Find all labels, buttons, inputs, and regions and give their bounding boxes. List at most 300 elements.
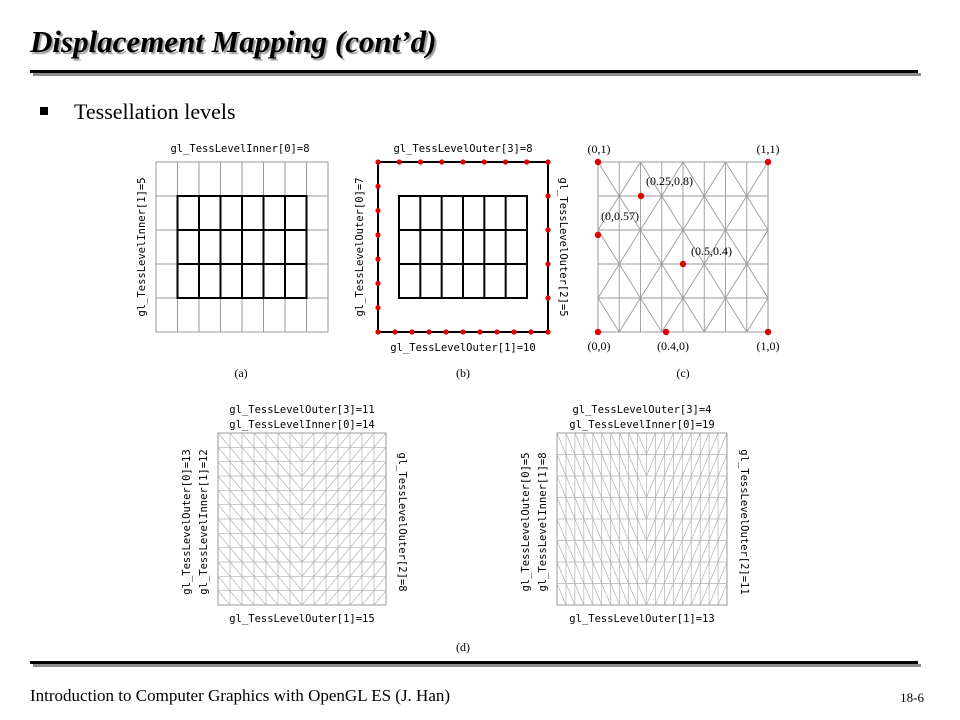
figure-d-right-mesh bbox=[557, 433, 727, 605]
mesh-line bbox=[691, 433, 700, 455]
mesh-line bbox=[350, 476, 362, 490]
mesh-line bbox=[646, 562, 655, 584]
mesh-line bbox=[664, 498, 673, 520]
mesh-line bbox=[629, 562, 638, 584]
mesh-line bbox=[747, 298, 768, 332]
figure-d-right-label-left2: gl_TessLevelInner[1]=8 bbox=[537, 452, 549, 592]
mesh-line bbox=[254, 591, 266, 605]
mesh-line bbox=[593, 433, 602, 455]
mesh-line bbox=[638, 433, 647, 455]
mesh-line bbox=[266, 519, 278, 533]
mesh-line bbox=[646, 584, 655, 606]
mesh-line bbox=[338, 447, 350, 461]
mesh-line bbox=[566, 584, 575, 606]
outer-vertex-dot bbox=[524, 159, 529, 164]
mesh-line bbox=[314, 433, 326, 447]
mesh-line bbox=[683, 264, 704, 298]
point-0-057 bbox=[595, 232, 601, 238]
figure-d-left-mesh bbox=[218, 433, 386, 605]
mesh-line bbox=[619, 162, 640, 196]
mesh-line bbox=[566, 476, 575, 498]
mesh-line bbox=[683, 298, 704, 332]
outer-vertex-dot bbox=[397, 159, 402, 164]
mesh-line bbox=[290, 490, 302, 504]
mesh-line bbox=[602, 562, 611, 584]
figure-a-grid bbox=[156, 162, 328, 332]
mesh-line bbox=[747, 264, 768, 298]
mesh-line bbox=[278, 447, 290, 461]
point-label-0-1: (0,1) bbox=[587, 142, 611, 156]
mesh-line bbox=[700, 498, 709, 520]
outer-vertex-dot bbox=[375, 159, 380, 164]
mesh-line bbox=[266, 562, 278, 576]
outer-vertex-dot bbox=[426, 329, 431, 334]
outer-vertex-dot bbox=[545, 295, 550, 300]
mesh-line bbox=[662, 230, 683, 264]
mesh-line bbox=[655, 476, 664, 498]
mesh-line bbox=[709, 541, 718, 563]
mesh-line bbox=[584, 541, 593, 563]
mesh-line bbox=[593, 455, 602, 477]
mesh-line bbox=[302, 576, 314, 590]
mesh-line bbox=[302, 490, 314, 504]
mesh-line bbox=[673, 519, 682, 541]
mesh-line bbox=[641, 298, 662, 332]
mesh-line bbox=[593, 562, 602, 584]
figure-b-label-top: gl_TessLevelOuter[3]=8 bbox=[393, 143, 533, 155]
figure-d-caption: (d) bbox=[456, 640, 470, 654]
mesh-line bbox=[602, 433, 611, 455]
mesh-line bbox=[218, 591, 230, 605]
figure-d-left-label-top1: gl_TessLevelOuter[3]=11 bbox=[229, 404, 375, 416]
mesh-line bbox=[254, 548, 266, 562]
mesh-line bbox=[230, 490, 242, 504]
mesh-line bbox=[242, 519, 254, 533]
mesh-line bbox=[682, 519, 691, 541]
mesh-line bbox=[709, 562, 718, 584]
mesh-line bbox=[374, 562, 386, 576]
mesh-line bbox=[290, 548, 302, 562]
mesh-line bbox=[619, 230, 640, 264]
mesh-line bbox=[338, 591, 350, 605]
figure-b bbox=[354, 143, 569, 380]
point-label-04-0: (0.4,0) bbox=[657, 339, 689, 353]
mesh-line bbox=[662, 196, 683, 230]
mesh-line bbox=[664, 584, 673, 606]
figure-d-left-label-right: gl_TessLevelOuter[2]=8 bbox=[396, 452, 408, 592]
mesh-line bbox=[326, 462, 338, 476]
mesh-line bbox=[629, 519, 638, 541]
mesh-line bbox=[566, 455, 575, 477]
mesh-line bbox=[641, 264, 662, 298]
mesh-line bbox=[230, 476, 242, 490]
mesh-line bbox=[629, 541, 638, 563]
mesh-line bbox=[664, 455, 673, 477]
figure-b-label-right: gl_TessLevelOuter[2]=5 bbox=[557, 177, 569, 317]
slide-title: Displacement Mapping (cont’d) bbox=[30, 24, 437, 59]
mesh-line bbox=[575, 498, 584, 520]
mesh-line bbox=[646, 476, 655, 498]
mesh-line bbox=[290, 591, 302, 605]
figure-b-grid bbox=[378, 162, 548, 332]
mesh-line bbox=[314, 519, 326, 533]
mesh-line bbox=[362, 490, 374, 504]
mesh-line bbox=[602, 498, 611, 520]
mesh-line bbox=[362, 533, 374, 547]
mesh-line bbox=[290, 476, 302, 490]
mesh-line bbox=[218, 562, 230, 576]
point-label-1-1: (1,1) bbox=[756, 142, 780, 156]
mesh-line bbox=[557, 455, 566, 477]
mesh-line bbox=[350, 533, 362, 547]
outer-vertex-dot bbox=[482, 159, 487, 164]
mesh-line bbox=[700, 433, 709, 455]
mesh-line bbox=[664, 541, 673, 563]
mesh-line bbox=[314, 476, 326, 490]
mesh-line bbox=[575, 541, 584, 563]
outer-vertex-dot bbox=[545, 261, 550, 266]
figure-a bbox=[136, 143, 328, 380]
mesh-line bbox=[230, 505, 242, 519]
mesh-line bbox=[230, 519, 242, 533]
mesh-line bbox=[350, 433, 362, 447]
mesh-line bbox=[266, 433, 278, 447]
mesh-line bbox=[374, 476, 386, 490]
mesh-line bbox=[314, 576, 326, 590]
mesh-line bbox=[598, 264, 619, 298]
mesh-line bbox=[682, 584, 691, 606]
point-1-0 bbox=[765, 329, 771, 335]
mesh-line bbox=[655, 584, 664, 606]
mesh-line bbox=[326, 533, 338, 547]
mesh-line bbox=[704, 196, 725, 230]
mesh-line bbox=[374, 433, 386, 447]
mesh-line bbox=[584, 455, 593, 477]
mesh-line bbox=[350, 519, 362, 533]
mesh-line bbox=[218, 433, 230, 447]
mesh-line bbox=[266, 462, 278, 476]
mesh-line bbox=[718, 476, 727, 498]
mesh-line bbox=[350, 447, 362, 461]
mesh-line bbox=[584, 433, 593, 455]
mesh-line bbox=[664, 562, 673, 584]
mesh-line bbox=[575, 433, 584, 455]
mesh-line bbox=[629, 498, 638, 520]
mesh-line bbox=[566, 562, 575, 584]
mesh-line bbox=[374, 505, 386, 519]
mesh-line bbox=[673, 498, 682, 520]
mesh-line bbox=[242, 476, 254, 490]
mesh-line bbox=[584, 498, 593, 520]
mesh-line bbox=[230, 591, 242, 605]
mesh-line bbox=[700, 562, 709, 584]
mesh-line bbox=[290, 533, 302, 547]
mesh-line bbox=[566, 498, 575, 520]
mesh-line bbox=[314, 462, 326, 476]
mesh-line bbox=[611, 455, 620, 477]
mesh-line bbox=[326, 562, 338, 576]
outer-vertex-dot bbox=[375, 281, 380, 286]
mesh-line bbox=[619, 298, 640, 332]
mesh-line bbox=[350, 562, 362, 576]
mesh-line bbox=[278, 490, 290, 504]
outer-vertex-dot bbox=[375, 208, 380, 213]
mesh-line bbox=[611, 498, 620, 520]
mesh-line bbox=[302, 562, 314, 576]
mesh-line bbox=[242, 576, 254, 590]
mesh-line bbox=[718, 541, 727, 563]
mesh-line bbox=[662, 298, 683, 332]
figure-d-right-label-left1: gl_TessLevelOuter[0]=5 bbox=[520, 452, 532, 592]
mesh-line bbox=[338, 562, 350, 576]
mesh-line bbox=[709, 519, 718, 541]
mesh-line bbox=[691, 584, 700, 606]
mesh-line bbox=[302, 548, 314, 562]
mesh-line bbox=[718, 584, 727, 606]
mesh-line bbox=[709, 433, 718, 455]
mesh-line bbox=[602, 541, 611, 563]
mesh-line bbox=[646, 519, 655, 541]
figure-d-left-label-bottom: gl_TessLevelOuter[1]=15 bbox=[229, 613, 375, 625]
mesh-line bbox=[718, 519, 727, 541]
figure-d-left-label-top2: gl_TessLevelInner[0]=14 bbox=[229, 419, 375, 431]
mesh-line bbox=[691, 541, 700, 563]
mesh-line bbox=[584, 562, 593, 584]
mesh-line bbox=[700, 455, 709, 477]
outer-vertex-dot bbox=[375, 257, 380, 262]
mesh-line bbox=[602, 476, 611, 498]
mesh-line bbox=[290, 462, 302, 476]
mesh-line bbox=[374, 591, 386, 605]
mesh-line bbox=[302, 447, 314, 461]
mesh-line bbox=[638, 562, 647, 584]
mesh-line bbox=[254, 447, 266, 461]
figure-a-label-top: gl_TessLevelInner[0]=8 bbox=[170, 143, 310, 155]
mesh-line bbox=[350, 576, 362, 590]
mesh-line bbox=[290, 576, 302, 590]
mesh-line bbox=[718, 455, 727, 477]
outer-vertex-dot bbox=[392, 329, 397, 334]
mesh-line bbox=[747, 230, 768, 264]
mesh-line bbox=[266, 447, 278, 461]
figure-a-label-left: gl_TessLevelInner[1]=5 bbox=[136, 177, 148, 317]
mesh-line bbox=[302, 476, 314, 490]
mesh-line bbox=[700, 584, 709, 606]
mesh-line bbox=[218, 519, 230, 533]
mesh-line bbox=[611, 519, 620, 541]
footer-text: Introduction to Computer Graphics with OpenGL ES (J. Han) bbox=[30, 686, 451, 705]
mesh-line bbox=[290, 562, 302, 576]
mesh-line bbox=[242, 447, 254, 461]
mesh-line bbox=[230, 462, 242, 476]
mesh-line bbox=[326, 548, 338, 562]
mesh-line bbox=[638, 476, 647, 498]
point-label-025-08: (0.25,0.8) bbox=[646, 174, 693, 188]
point-04-0 bbox=[663, 329, 669, 335]
mesh-line bbox=[314, 447, 326, 461]
mesh-line bbox=[557, 541, 566, 563]
mesh-line bbox=[620, 519, 629, 541]
mesh-line bbox=[655, 541, 664, 563]
mesh-line bbox=[302, 462, 314, 476]
mesh-line bbox=[664, 433, 673, 455]
mesh-line bbox=[602, 519, 611, 541]
mesh-line bbox=[620, 455, 629, 477]
mesh-line bbox=[611, 433, 620, 455]
mesh-line bbox=[638, 584, 647, 606]
mesh-line bbox=[747, 162, 768, 196]
mesh-line bbox=[602, 584, 611, 606]
bullet-text: Tessellation levels bbox=[74, 99, 236, 124]
mesh-line bbox=[557, 476, 566, 498]
mesh-line bbox=[691, 476, 700, 498]
mesh-line bbox=[278, 576, 290, 590]
mesh-line bbox=[691, 455, 700, 477]
mesh-line bbox=[718, 433, 727, 455]
mesh-line bbox=[655, 455, 664, 477]
mesh-line bbox=[278, 591, 290, 605]
mesh-line bbox=[691, 498, 700, 520]
mesh-line bbox=[620, 433, 629, 455]
figure-d-right-label-right: gl_TessLevelOuter[2]=11 bbox=[738, 449, 750, 595]
mesh-line bbox=[278, 548, 290, 562]
mesh-line bbox=[278, 505, 290, 519]
mesh-line bbox=[230, 576, 242, 590]
mesh-line bbox=[374, 462, 386, 476]
mesh-line bbox=[338, 433, 350, 447]
mesh-line bbox=[620, 498, 629, 520]
mesh-line bbox=[338, 490, 350, 504]
mesh-line bbox=[682, 541, 691, 563]
mesh-line bbox=[638, 498, 647, 520]
mesh-line bbox=[278, 562, 290, 576]
mesh-line bbox=[629, 476, 638, 498]
mesh-line bbox=[278, 476, 290, 490]
mesh-line bbox=[575, 562, 584, 584]
outer-vertex-dot bbox=[494, 329, 499, 334]
mesh-line bbox=[655, 562, 664, 584]
mesh-line bbox=[584, 476, 593, 498]
mesh-line bbox=[374, 447, 386, 461]
outer-vertex-dot bbox=[503, 159, 508, 164]
mesh-line bbox=[557, 584, 566, 606]
mesh-line bbox=[362, 519, 374, 533]
mesh-line bbox=[326, 447, 338, 461]
mesh-line bbox=[700, 519, 709, 541]
mesh-line bbox=[682, 455, 691, 477]
mesh-line bbox=[254, 433, 266, 447]
mesh-line bbox=[362, 576, 374, 590]
mesh-line bbox=[575, 584, 584, 606]
outer-vertex-dot bbox=[511, 329, 516, 334]
point-0-1 bbox=[595, 159, 601, 165]
mesh-line bbox=[218, 476, 230, 490]
mesh-line bbox=[302, 533, 314, 547]
mesh-line bbox=[290, 519, 302, 533]
mesh-line bbox=[350, 591, 362, 605]
mesh-line bbox=[362, 462, 374, 476]
mesh-line bbox=[218, 505, 230, 519]
outer-vertex-dot bbox=[545, 329, 550, 334]
mesh-line bbox=[557, 433, 566, 455]
mesh-line bbox=[314, 490, 326, 504]
mesh-line bbox=[575, 519, 584, 541]
mesh-line bbox=[230, 433, 242, 447]
mesh-line bbox=[655, 433, 664, 455]
mesh-line bbox=[350, 490, 362, 504]
mesh-line bbox=[314, 562, 326, 576]
figure-b-caption: (b) bbox=[456, 366, 470, 380]
mesh-line bbox=[709, 498, 718, 520]
mesh-line bbox=[230, 562, 242, 576]
mesh-line bbox=[314, 505, 326, 519]
mesh-line bbox=[683, 196, 704, 230]
mesh-line bbox=[338, 505, 350, 519]
mesh-line bbox=[673, 476, 682, 498]
mesh-line bbox=[726, 264, 747, 298]
mesh-line bbox=[682, 562, 691, 584]
mesh-line bbox=[557, 562, 566, 584]
mesh-line bbox=[266, 476, 278, 490]
mesh-line bbox=[242, 490, 254, 504]
mesh-line bbox=[584, 584, 593, 606]
mesh-line bbox=[302, 433, 314, 447]
mesh-line bbox=[629, 433, 638, 455]
mesh-line bbox=[362, 505, 374, 519]
mesh-line bbox=[338, 548, 350, 562]
mesh-line bbox=[218, 576, 230, 590]
outer-vertex-dot bbox=[418, 159, 423, 164]
mesh-line bbox=[704, 162, 725, 196]
mesh-line bbox=[691, 562, 700, 584]
mesh-line bbox=[254, 476, 266, 490]
point-0-0 bbox=[595, 329, 601, 335]
mesh-line bbox=[726, 162, 747, 196]
mesh-line bbox=[338, 533, 350, 547]
mesh-line bbox=[362, 433, 374, 447]
mesh-line bbox=[620, 476, 629, 498]
mesh-line bbox=[718, 498, 727, 520]
mesh-line bbox=[673, 433, 682, 455]
mesh-line bbox=[611, 584, 620, 606]
mesh-line bbox=[218, 533, 230, 547]
outer-vertex-dot bbox=[439, 159, 444, 164]
figure-d-right-label-bottom: gl_TessLevelOuter[1]=13 bbox=[569, 613, 715, 625]
figure-d-left bbox=[181, 404, 408, 625]
mesh-line bbox=[709, 584, 718, 606]
mesh-line bbox=[704, 264, 725, 298]
figure-d-right bbox=[520, 404, 750, 625]
mesh-line bbox=[374, 490, 386, 504]
mesh-line bbox=[673, 584, 682, 606]
mesh-line bbox=[575, 476, 584, 498]
mesh-line bbox=[700, 541, 709, 563]
page-number: 18-6 bbox=[900, 690, 924, 705]
figure-d-left-label-left1: gl_TessLevelOuter[0]=13 bbox=[181, 449, 193, 595]
mesh-line bbox=[593, 584, 602, 606]
mesh-line bbox=[611, 541, 620, 563]
mesh-line bbox=[362, 562, 374, 576]
mesh-line bbox=[266, 490, 278, 504]
outer-vertex-dot bbox=[545, 159, 550, 164]
mesh-line bbox=[350, 505, 362, 519]
mesh-line bbox=[218, 447, 230, 461]
mesh-line bbox=[326, 519, 338, 533]
mesh-line bbox=[664, 476, 673, 498]
point-label-0-057: (0,0.57) bbox=[601, 209, 639, 223]
mesh-line bbox=[673, 541, 682, 563]
mesh-line bbox=[682, 476, 691, 498]
